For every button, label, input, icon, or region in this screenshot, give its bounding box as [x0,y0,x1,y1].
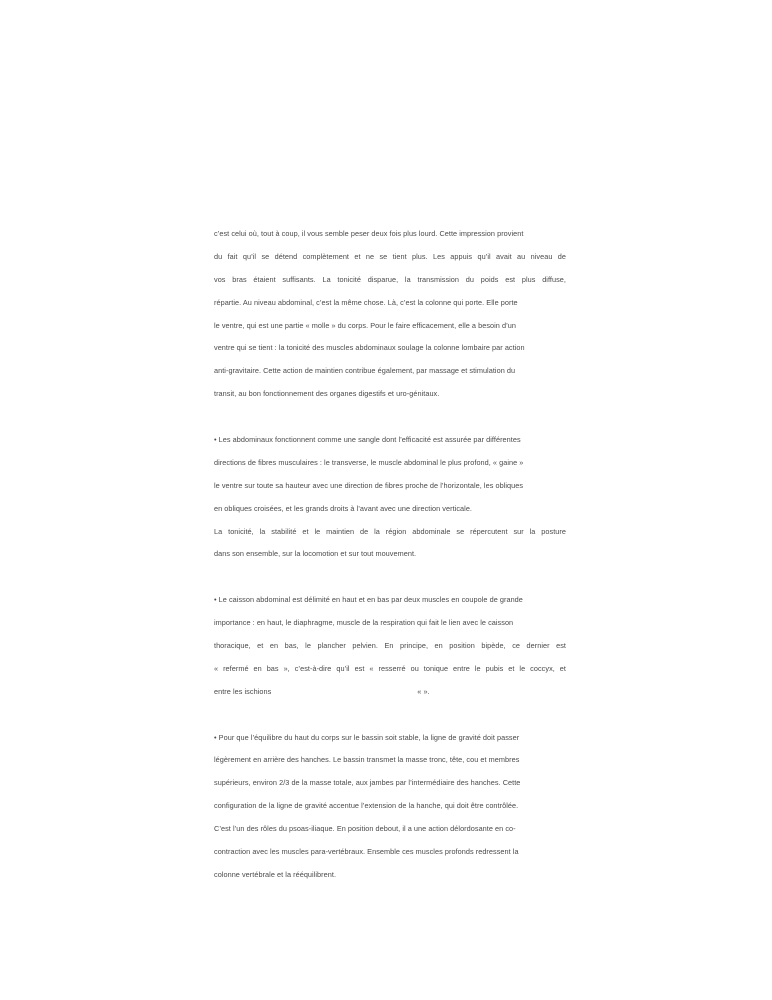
text-line: en obliques croisées, et les grands droits à l’avant avec une direction verticale. [214,503,473,513]
paragraph-spacer [214,708,566,731]
text-line: importance : en haut, le diaphragme, muscle de la respiration qui fait le lien avec le caisson [214,618,514,628]
text-line: transit, au bon fonctionnement des organes digestifs et uro-génitaux. [214,389,440,399]
text-line: anti-gravitaire. Cette action de maintien contribue également, par massage et stimulation du [214,366,516,376]
text-line: supérieurs, environ 2/3 de la masse totale, aux jambes par l’intermédiaire des hanches. Cette [214,778,521,788]
text-line: thoracique, et en bas, le plancher pelvien. En principe, en position bipède, ce dernier est [214,641,566,651]
paragraph-spacer [214,570,566,593]
paragraph-spacer [214,410,566,433]
body-text [214,227,566,891]
text-line: contraction avec les muscles para-vertébraux. Ensemble ces muscles profonds redressent la [214,847,519,857]
text-line: répartie. Au niveau abdominal, c’est la même chose. Là, c’est la colonne qui porte. Elle porte [214,297,518,307]
text-line: le ventre, qui est une partie « molle » du corps. Pour le faire efficacement, elle a besoin d’un [214,320,516,330]
text-line: c’est celui où, tout à coup, il vous semble peser deux fois plus lourd. Cette impression provient [214,229,524,238]
text-line: le ventre sur toute sa hauteur avec une direction de fibres proche de l’horizontale, les obliques [214,480,524,490]
text-line: • Le caisson abdominal est délimité en haut et en bas par deux muscles en coupole de grande [214,595,523,605]
text-line: du fait qu’il se détend complètement et ne se tient plus. Les appuis qu’il avait au niveau de [214,251,566,261]
text-line: vos bras étaient suffisants. La tonicité disparue, la transmission du poids est plus diffuse, [214,274,566,284]
paragraph-4 [214,731,566,891]
text-line: colonne vertébrale et la rééquilibrent. [214,869,337,879]
text-line: légèrement en arrière des hanches. Le bassin transmet la masse tronc, tête, cou et membres [214,755,520,765]
paragraph-2 [214,433,566,570]
paragraph-1 [214,227,566,410]
text-line: dans son ensemble, sur la locomotion et sur tout mouvement. [214,549,417,559]
text-line: directions de fibres musculaires : le transverse, le muscle abdominal le plus profond, « gaine » [214,457,524,467]
text-line: « refermé en bas », c’est-à-dire qu’il est « resserré ou tonique entre le pubis et le coccyx, et [214,663,566,673]
text-line: La tonicité, la stabilité et le maintien de la région abdominale se répercutent sur la posture [214,526,566,536]
text-line: • Les abdominaux fonctionnent comme une sangle dont l’efficacité est assurée par différentes [214,435,521,445]
text-line [214,685,566,708]
text-line-start: entre les ischions [214,686,272,696]
text-line: configuration de la ligne de gravité accentue l’extension de la hanche, qui doit être contrôlée. [214,801,519,811]
paragraph-3 [214,593,566,707]
text-line: ventre qui se tient : la tonicité des muscles abdominaux soulage la colonne lombaire par action [214,343,525,353]
text-line: • Pour que l’équilibre du haut du corps sur le bassin soit stable, la ligne de gravité doit passer [214,732,520,742]
text-line: C’est l’un des rôles du psoas-iliaque. En position debout, il a une action délordosante en co- [214,824,516,834]
text-line-tail: « ». [417,686,430,696]
